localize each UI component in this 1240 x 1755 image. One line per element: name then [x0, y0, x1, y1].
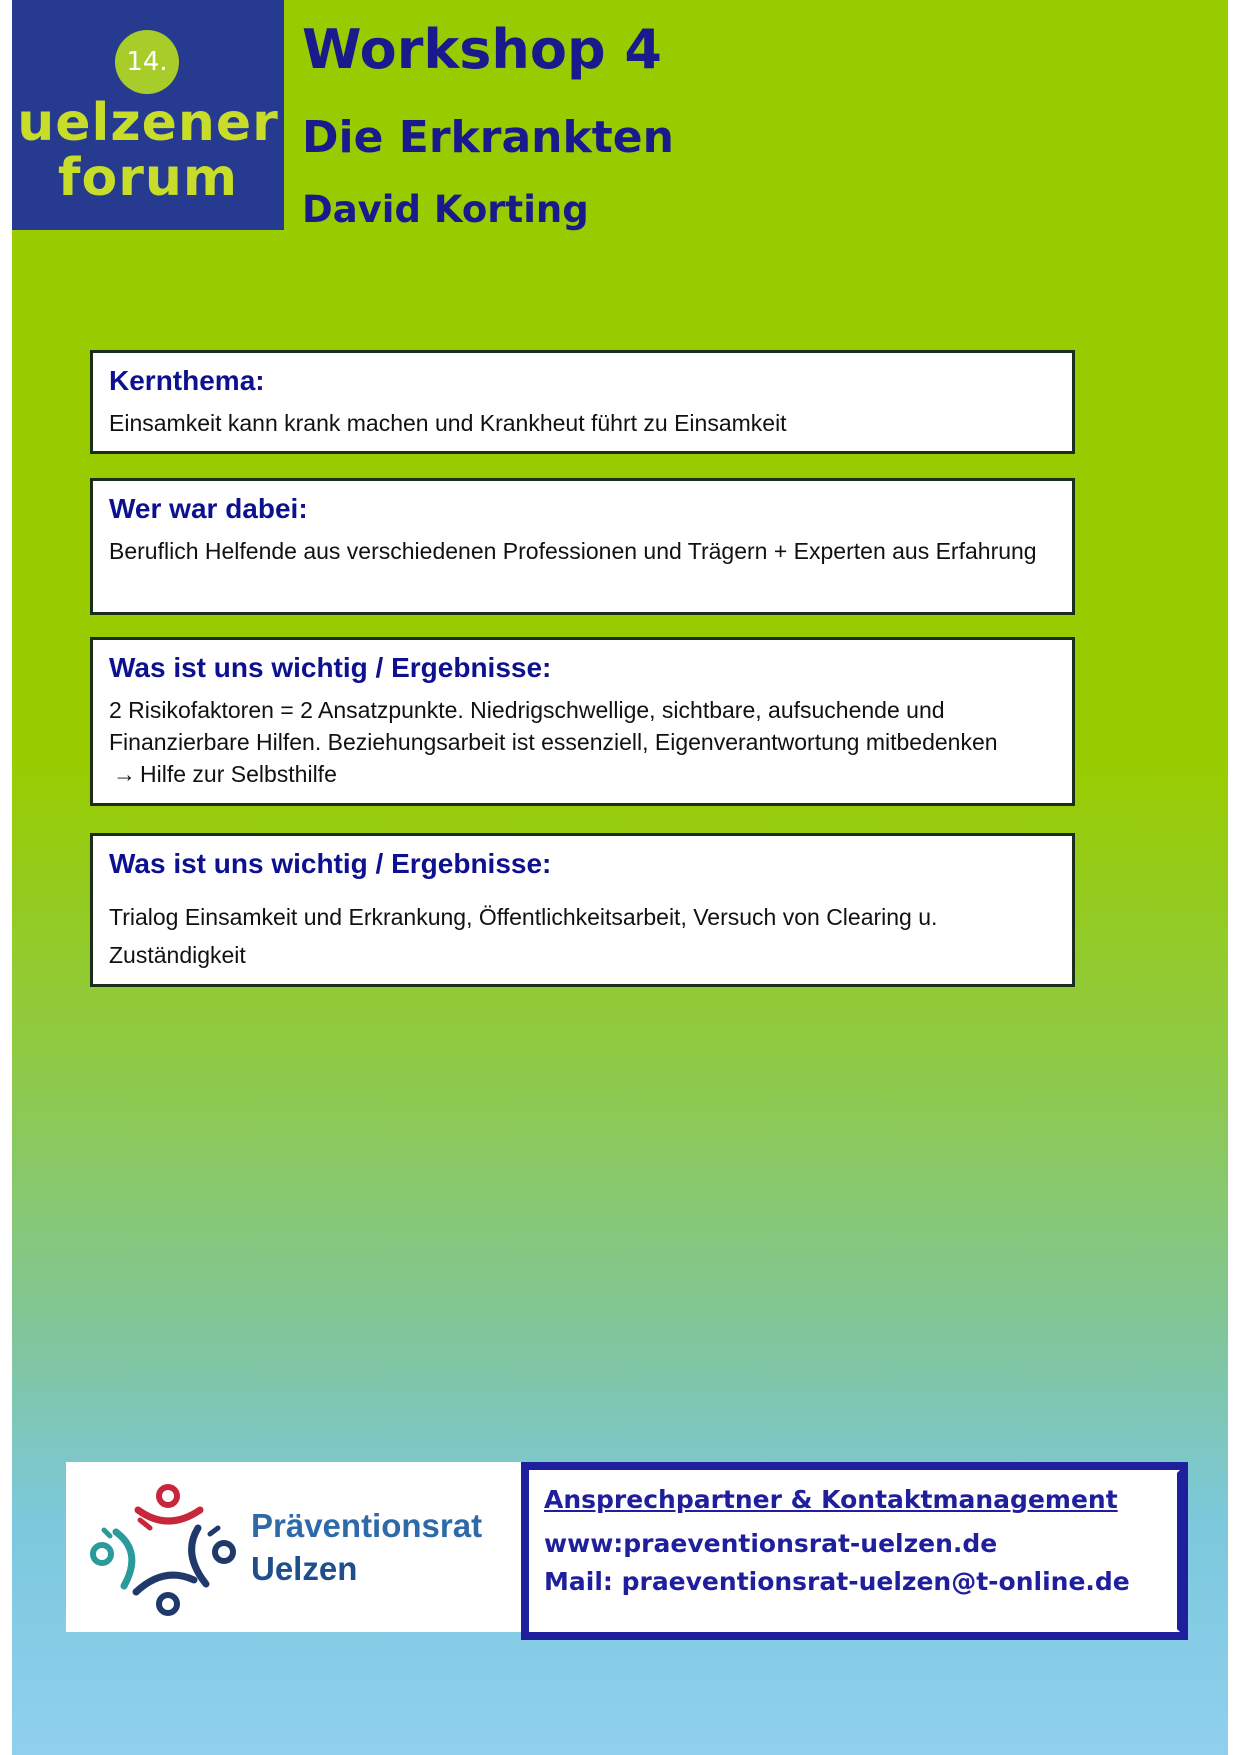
presenter-name: David Korting — [302, 188, 589, 231]
contact-panel-inner — [529, 1470, 1180, 1632]
logo-text-line2: forum — [57, 148, 239, 208]
section-results-1 — [90, 637, 1075, 806]
org-name-line1: Präventionsrat — [251, 1507, 483, 1544]
section-body — [109, 694, 1056, 790]
section-results-2 — [90, 833, 1075, 987]
section-heading: Wer war dabei: — [109, 493, 308, 524]
logo-text-line1: uelzener — [17, 93, 279, 153]
section-heading: Was ist uns wichtig / Ergebnisse: — [109, 652, 552, 683]
section-participants — [90, 478, 1075, 615]
praeventionsrat-logo-icon — [88, 1480, 238, 1620]
email-link[interactable]: Mail: praeventionsrat-uelzen@t-online.de — [544, 1567, 1130, 1596]
website-link[interactable]: www:praeventionsrat-uelzen.de — [544, 1529, 998, 1558]
section-body-conclusion: Hilfe zur Selbsthilfe — [140, 761, 337, 787]
logo-number-badge: 14. — [115, 30, 179, 94]
section-body: Trialog Einsamkeit und Erkrankung, Öffentlichkeitsarbeit, Versuch von Clearing u. Zuständigkeit — [109, 904, 938, 968]
section-kernthema — [90, 350, 1075, 454]
section-heading: Was ist uns wichtig / Ergebnisse: — [109, 848, 552, 879]
arrow-right-icon: → — [113, 761, 136, 787]
contact-panel — [521, 1462, 1188, 1640]
workshop-title: Workshop 4 — [302, 18, 662, 81]
section-body: Beruflich Helfende aus verschiedenen Professionen und Trägern + Experten aus Erfahrung — [109, 538, 1037, 564]
org-name-line2: Uelzen — [251, 1550, 358, 1587]
uelzener-forum-logo — [12, 0, 284, 230]
praeventionsrat-logo-panel — [66, 1462, 521, 1632]
section-heading: Kernthema: — [109, 365, 265, 396]
section-body: Einsamkeit kann krank machen und Krankheut führt zu Einsamkeit — [109, 410, 787, 436]
contact-title: Ansprechpartner & Kontaktmanagement — [544, 1485, 1118, 1514]
workshop-subtitle: Die Erkrankten — [302, 112, 674, 163]
section-body-main: 2 Risikofaktoren = 2 Ansatzpunkte. Niedrigschwellige, sichtbare, aufsuchende und Finanzierbare Hilfen. Beziehungsarbeit ist essenziell, Eigenverantwortung mitbedenken — [109, 697, 998, 755]
